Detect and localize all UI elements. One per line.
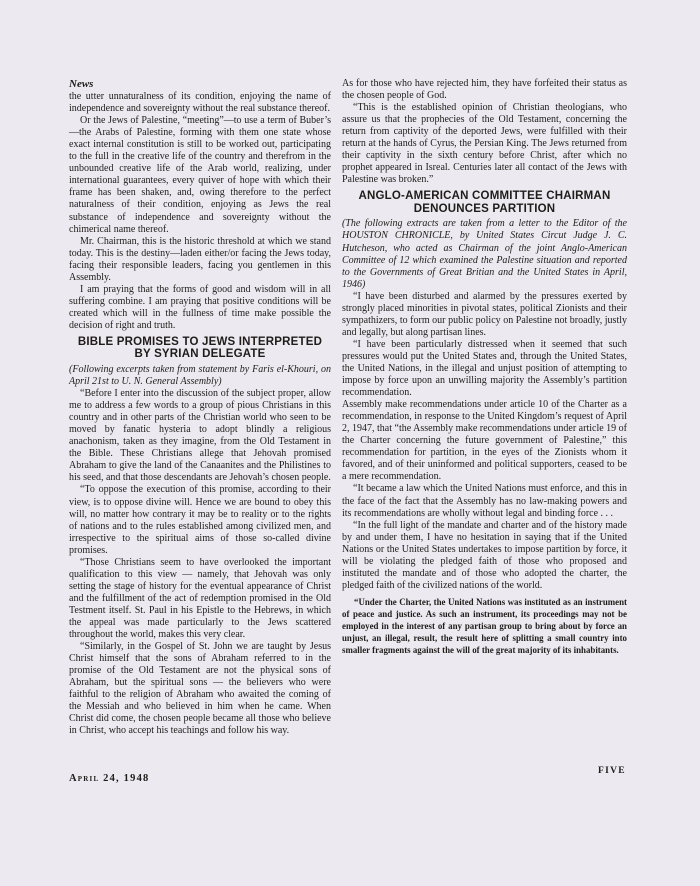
closing-quote-text: “Under the Charter, the United Nations was instituted as an instrument of peace and justice. As such an instrument, its proceedings may not be employed in the interest of any partisan group to bring about by force an unjust, an illegal, result, the result here of splitting a small country into smaller fragments against the will of the great majority of its inhabitants. [342,596,627,656]
left-paragraph: “Similarly, in the Gospel of St. John we are taught by Jesus Christ himself that the sons of Abraham referred to in the promise of the Old Testament are not the physical sons of Abraham, but the spiritual sons — the believers who were faithful to the religion of Abraham who awaited the coming of the Messiah and who believed in him when he came. When Christ did come, the chosen people became all those who believe in Christ, who accept his teachings and follow his way. [69,641,331,737]
right-paragraph: “In the full light of the mandate and charter and of the history made by and under them, I have no hesitation in saying that if the United Nations or the United States undertakes to impose partition by force, it will be violating the pledged faith of those who proposed and instituted the mandate and of those who adopted the charter, the pledged faith of the civilized nations of the world. [342,519,627,591]
right-paragraph: Assembly make recommendations under article 10 of the Charter as a recommendation, in response to the United Kingdom’s request of April 2, 1947, that “the Assembly make recommendations under article 19 of the Charter concerning the future government of Palestine,” this recommendation for partition, in the eyes of the Zionists whom it favored, and of their uninformed and political supporters, ceased to be a mere recommendation. [342,399,627,483]
right-column [342,78,627,656]
issue-date: April 24, 1948 [69,773,150,784]
left-paragraph: “To oppose the execution of this promise, according to their view, is to oppose divine will. Hence we are bound to obey this will, no matter how contrary it may be to reality or to the rights of nations and to the rules established among civilized men, and irrespective to the spiritual aims of those so-called divine promises. [69,484,331,556]
page-number: FIVE [598,766,626,776]
article-intro-text: (The following extracts are taken from a letter to the Editor of the HOUSTON CHRONICLE, by United States Circut Judge J. C. Hutcheson, who acted as Chairman of the joint Anglo-American Committee of 12 which examined the Palestine situation and reported to the Governments of Great Britian and the United States in April, 1946) [342,218,627,290]
article-intro [69,364,331,388]
left-paragraph: Mr. Chairman, this is the historic threshold at which we stand today. This is the destiny—laden either/or facing the Jews today, facing their responsible leaders, facing you gentlemen in this Assembly. [69,235,331,283]
left-paragraph: the utter unnaturalness of its condition, enjoying the name of independence and sovereignty without the real substance thereof. [69,91,331,115]
right-paragraph: As for those who have rejected him, they have forfeited their status as the chosen people of God. [342,78,627,102]
right-paragraph: “I have been disturbed and alarmed by the pressures exerted by strongly placed minorities in pivotal states, political Zionists and their sympathizers, to form our public policy on Palestine not broadly, justly and legally, but along partisan lines. [342,290,627,338]
left-column [69,78,331,737]
right-paragraph: “This is the established opinion of Christian theologians, who assure us that the prophecies of the Old Testament, concerning the return from captivity of the deported Jews, were fulfilled with their return at the hands of Cyrus, the Persian King. The Jews returned from their captivity in the sixth century before Christ, after which no prophet appeared in Isreal. Centuries later all contact of the Jews with Palestine was broken.” [342,102,627,186]
left-paragraph: I am praying that the forms of good and wisdom will in all suffering combine. I am praying that positive conditions will be created which will in the fullness of time make possible the decision of right and truth. [69,283,331,331]
section-label: News [69,78,94,90]
left-paragraph: “Before I enter into the discussion of the subject proper, allow me to address a few words to a group of pious Christians in this country and in other parts of the Christian world who seen to be moved by fanatic hysteria to adopt blindly a religious anachonism, taken as they imagine, from the Old Testament in the Bible. These Christians allege that Jehovah promised Abraham to give the land of the Canaanites and the Philistines to his seed, and that those descendants are Jehovah’s chosen people. [69,388,331,484]
left-paragraph: “Those Christians seem to have overlooked the important qualification to this view — namely, that Jehovah was only setting the stage of history for the eventual appearance of Christ and the fulfillment of the act of redemption promised in the Old Testment itself. St. Paul in his Epistle to the Hebrews, in which the appeal was made particularly to the Jews scattered throughout the world, makes this very clear. [69,556,331,641]
article-headline: ANGLO-AMERICAN COMMITTEE CHAIRMAN DENOUNCES PARTITION [358,190,611,215]
right-paragraph: “I have been particularly distressed when it seemed that such pressures would put the United States and, through the United States, the United Nations, in the illegal and unjust position of attempting to impose by force upon an unwilling majority the Assembly’s partition recommendation. [342,338,627,399]
article-intro-text: (Following excerpts taken from statement by Faris el-Khouri, on April 21st to U. N. General Assembly) [69,363,331,388]
right-paragraph: “It became a law which the United Nations must enforce, and this in the face of the fact that the Assembly has no law-making powers and its recommendations are wholly without legal and binding force . . . [342,483,627,519]
closing-quote [342,596,627,656]
left-paragraph: Or the Jews of Palestine, “meeting”—to use a term of Buber’s—the Arabs of Palestine, forming with them one state whose exact internal constitution is still to be worked out, participating to the full in the creative life of the country and therefrom in the unbounded creative life of the Arab world, realizing, under international guarantees, every quiver of hope with which their frame has been shaken, and, owing therefore to the perfect naturalness of their condition, enjoying as Jews the real substance of independence and sovereignty without the chimerical name thereof. [69,115,331,235]
article-headline: BIBLE PROMISES TO JEWS INTERPRETED BY SYRIAN DELEGATE [77,335,323,361]
article-intro [342,218,627,290]
